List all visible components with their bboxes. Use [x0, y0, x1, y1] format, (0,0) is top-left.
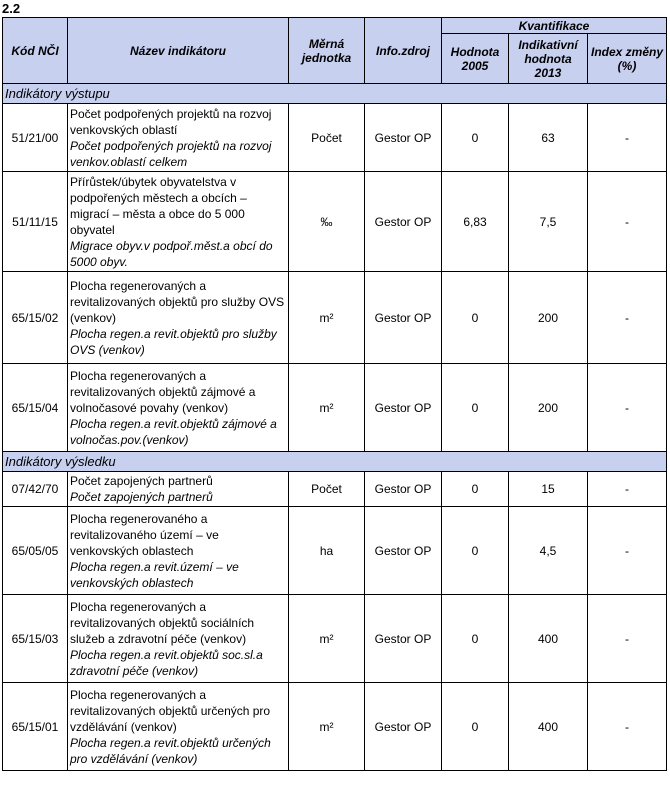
indicator-name-cell — [68, 104, 289, 172]
value-2013-cell: 15 — [509, 472, 588, 507]
table-row — [3, 595, 667, 683]
unit-cell: ha — [289, 507, 365, 595]
value-2005-cell: 0 — [442, 472, 509, 507]
indicator-name-cell — [68, 364, 289, 452]
indicator-code: 51/11/15 — [3, 172, 68, 272]
header-code: Kód NČI — [3, 18, 68, 84]
indicator-name-cell — [68, 683, 289, 771]
table-row — [3, 507, 667, 595]
indicator-name: Přírůstek/úbytek obyvatelstva v podpořených městech a obcích – migrací – města a obce do 5 000 obyvatel — [70, 174, 247, 237]
indicator-short-name: Počet zapojených partnerů — [70, 490, 213, 504]
unit-cell: m² — [289, 272, 365, 364]
header-value-2005: Hodnota 2005 — [442, 34, 509, 84]
value-2013-cell: 4,5 — [509, 507, 588, 595]
indicator-short-name: Plocha regen.a revit.objektů určených pro vzdělávání (venkov) — [70, 735, 271, 766]
value-2013-cell: 7,5 — [509, 172, 588, 272]
unit-cell: m² — [289, 683, 365, 771]
value-2005-cell: 0 — [442, 272, 509, 364]
indicator-name: Počet zapojených partnerů — [70, 474, 213, 488]
unit-cell: Počet — [289, 472, 365, 507]
indicator-code: 65/15/02 — [3, 272, 68, 364]
table-row — [3, 104, 667, 172]
indicator-code: 51/21/00 — [3, 104, 68, 172]
indicator-name: Plocha regenerovaných a revitalizovaných objektů sociálních služeb a zdravotní péče (venkov) — [70, 599, 255, 646]
source-cell: Gestor OP — [365, 683, 442, 771]
indicator-name-cell — [68, 507, 289, 595]
unit-cell: Počet — [289, 104, 365, 172]
section-number: 2.2 — [2, 1, 21, 16]
index-cell: - — [588, 472, 667, 507]
value-2013-cell: 400 — [509, 683, 588, 771]
indicator-code: 65/15/01 — [3, 683, 68, 771]
unit-cell: ‰ — [289, 172, 365, 272]
header-quantification: Kvantifikace — [442, 18, 667, 34]
group-label: Indikátory výstupu — [3, 84, 667, 104]
indicator-short-name: Migrace obyv.v podpoř.měst.a obcí do 5000 obyv. — [70, 238, 273, 269]
indicator-code: 07/42/70 — [3, 472, 68, 507]
indicator-name-cell — [68, 272, 289, 364]
indicator-name-cell — [68, 595, 289, 683]
value-2013-cell: 400 — [509, 595, 588, 683]
source-cell: Gestor OP — [365, 104, 442, 172]
indicator-name: Plocha regenerovaného a revitalizovaného území – ve venkovských oblastech — [70, 511, 219, 558]
header-value-2013: Indikativní hodnota 2013 — [509, 34, 588, 84]
group-label: Indikátory výsledku — [3, 452, 667, 472]
indicator-short-name: Počet podpořených projektů na rozvoj venkov.oblastí celkem — [70, 138, 272, 169]
indicator-name-cell — [68, 472, 289, 507]
unit-cell: m² — [289, 364, 365, 452]
indicator-code: 65/05/05 — [3, 507, 68, 595]
header-source: Info.zdroj — [365, 18, 442, 84]
group-header-row — [3, 84, 667, 104]
indicator-short-name: Plocha regen.a revit.objektů zájmové a volnočas.pov.(venkov) — [70, 416, 277, 447]
indicator-table — [2, 17, 667, 771]
header-index: Index změny (%) — [588, 34, 667, 84]
indicator-name: Plocha regenerovaných a revitalizovaných objektů určených pro vzdělávání (venkov) — [70, 687, 271, 734]
indicator-short-name: Plocha regen.a revit.území – ve venkovských oblastech — [70, 559, 239, 590]
indicator-name: Plocha regenerovaných a revitalizovaných objektů pro služby OVS (venkov) — [70, 278, 285, 325]
header-unit: Měrná jednotka — [289, 18, 365, 84]
value-2005-cell: 0 — [442, 507, 509, 595]
value-2005-cell: 0 — [442, 104, 509, 172]
index-cell: - — [588, 272, 667, 364]
source-cell: Gestor OP — [365, 472, 442, 507]
value-2013-cell: 200 — [509, 364, 588, 452]
indicator-name: Plocha regenerovaných a revitalizovaných objektů zájmové a volnočasové povahy (venkov) — [70, 368, 256, 415]
source-cell: Gestor OP — [365, 595, 442, 683]
value-2005-cell: 0 — [442, 683, 509, 771]
index-cell: - — [588, 364, 667, 452]
source-cell: Gestor OP — [365, 272, 442, 364]
index-cell: - — [588, 172, 667, 272]
value-2013-cell: 200 — [509, 272, 588, 364]
group-header-row — [3, 452, 667, 472]
table-row — [3, 683, 667, 771]
source-cell: Gestor OP — [365, 507, 442, 595]
index-cell: - — [588, 104, 667, 172]
table-row — [3, 172, 667, 272]
indicator-code: 65/15/03 — [3, 595, 68, 683]
indicator-short-name: Plocha regen.a revit.objektů soc.sl.a zdravotní péče (venkov) — [70, 647, 263, 678]
value-2005-cell: 0 — [442, 595, 509, 683]
indicator-name-cell — [68, 172, 289, 272]
index-cell: - — [588, 683, 667, 771]
table-row — [3, 364, 667, 452]
value-2005-cell: 6,83 — [442, 172, 509, 272]
header-name: Název indikátoru — [68, 18, 289, 84]
index-cell: - — [588, 507, 667, 595]
source-cell: Gestor OP — [365, 364, 442, 452]
value-2005-cell: 0 — [442, 364, 509, 452]
table-row — [3, 472, 667, 507]
indicator-name: Počet podpořených projektů na rozvoj venkovských oblastí — [70, 106, 272, 137]
indicator-code: 65/15/04 — [3, 364, 68, 452]
source-cell: Gestor OP — [365, 172, 442, 272]
index-cell: - — [588, 595, 667, 683]
indicator-short-name: Plocha regen.a revit.objektů pro služby OVS (venkov) — [70, 326, 277, 357]
unit-cell: m² — [289, 595, 365, 683]
value-2013-cell: 63 — [509, 104, 588, 172]
table-row — [3, 272, 667, 364]
